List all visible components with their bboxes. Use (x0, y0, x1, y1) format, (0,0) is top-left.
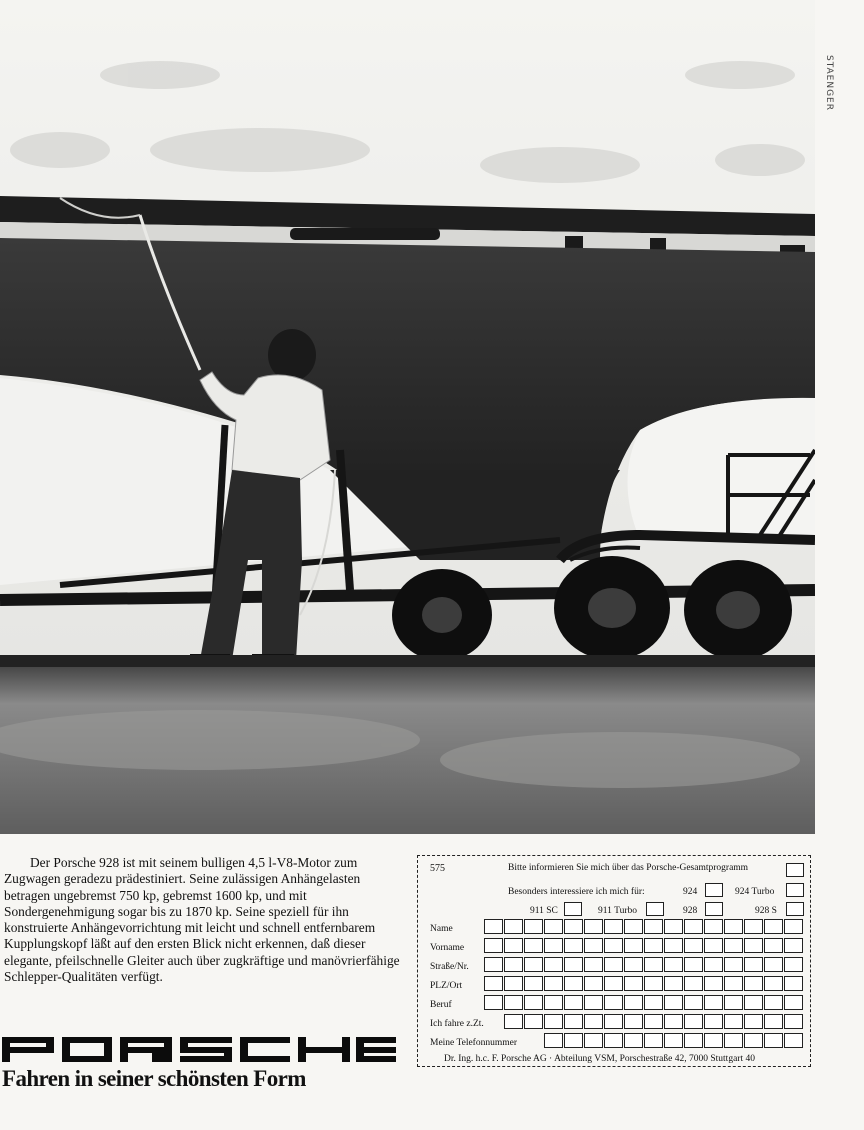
field-label-plz-ort: PLZ/Ort (430, 981, 463, 991)
letter-cell[interactable] (564, 919, 583, 934)
letter-cell[interactable] (724, 1014, 743, 1029)
letter-cell[interactable] (504, 957, 523, 972)
letter-cell[interactable] (664, 938, 683, 953)
letter-cell[interactable] (684, 957, 703, 972)
letter-cell[interactable] (604, 938, 623, 953)
letter-cell[interactable] (784, 995, 803, 1010)
ad-body-text: Der Porsche 928 ist mit seinem bulligen 4,5 l-V8-Motor zum Zugwagen geradezu prädestiniert. Seine zulässigen Anhängelasten betragen ungebremst 750 kp, gebremst 1600 kp, und mit Sondergenehmigung sogar bis zu 1870 kp. Seine speziell für ihn konstruierte Anhängevorrichtung mit leicht und schnell entfernbarem Kupplungskopf läßt auf den ersten Blick nicht erkennen, daß dieser elegante, pfeilschnelle Gleiter auch über zugkräftige und manövrierfähige Schlepper-Qualitäten verfügt. (4, 855, 400, 985)
letter-cell[interactable] (584, 976, 603, 991)
letter-cell[interactable] (624, 1033, 643, 1048)
letter-cell[interactable] (484, 995, 503, 1010)
letter-cell[interactable] (784, 938, 803, 953)
checkbox-928[interactable] (705, 902, 723, 916)
letter-cell[interactable] (544, 995, 563, 1010)
letter-cell[interactable] (644, 938, 663, 953)
field-input-vorname[interactable] (484, 938, 804, 953)
letter-cell[interactable] (524, 976, 543, 991)
checkbox-928-s[interactable] (786, 902, 804, 916)
letter-cell[interactable] (624, 995, 643, 1010)
letter-cell[interactable] (744, 995, 763, 1010)
letter-cell[interactable] (604, 957, 623, 972)
letter-cell[interactable] (564, 938, 583, 953)
letter-cell[interactable] (484, 957, 503, 972)
letter-cell[interactable] (684, 919, 703, 934)
letter-cell[interactable] (664, 976, 683, 991)
letter-cell[interactable] (724, 957, 743, 972)
letter-cell[interactable] (504, 938, 523, 953)
letter-cell[interactable] (644, 957, 663, 972)
letter-cell[interactable] (724, 919, 743, 934)
letter-cell[interactable] (764, 938, 783, 953)
letter-cell[interactable] (624, 957, 643, 972)
field-input-beruf[interactable] (484, 995, 804, 1010)
letter-cell[interactable] (684, 976, 703, 991)
letter-cell[interactable] (744, 976, 763, 991)
letter-cell[interactable] (704, 1033, 723, 1048)
coupon-code: 575 (430, 863, 445, 874)
letter-cell[interactable] (664, 995, 683, 1010)
interest-label: Besonders interessiere ich mich für: (508, 887, 645, 897)
checkbox-924[interactable] (705, 883, 723, 897)
field-label-vorname: Vorname (430, 943, 465, 953)
letter-cell[interactable] (504, 976, 523, 991)
info-request-coupon (417, 855, 811, 1067)
letter-cell[interactable] (524, 957, 543, 972)
letter-cell[interactable] (644, 1033, 663, 1048)
letter-cell[interactable] (744, 957, 763, 972)
photo-credit: STAENGER (824, 55, 834, 112)
porsche-logo-wordmark (2, 1034, 396, 1064)
letter-cell[interactable] (704, 995, 723, 1010)
model-label-911-turbo: 911 Turbo (598, 906, 637, 916)
letter-cell[interactable] (484, 976, 503, 991)
letter-cell[interactable] (504, 995, 523, 1010)
field-label-beruf: Beruf (430, 1000, 452, 1010)
letter-cell[interactable] (584, 938, 603, 953)
checkbox-924-turbo[interactable] (786, 883, 804, 897)
field-label-name: Name (430, 924, 453, 934)
letter-cell[interactable] (784, 957, 803, 972)
model-label-911-sc: 911 SC (530, 906, 558, 916)
letter-cell[interactable] (524, 1014, 543, 1029)
letter-cell[interactable] (544, 919, 563, 934)
field-label-strasse: Straße/Nr. (430, 962, 469, 972)
letter-cell[interactable] (704, 919, 723, 934)
letter-cell[interactable] (704, 1014, 723, 1029)
letter-cell[interactable] (764, 1014, 783, 1029)
letter-cell[interactable] (664, 1014, 683, 1029)
letter-cell[interactable] (604, 919, 623, 934)
letter-cell[interactable] (584, 1033, 603, 1048)
letter-cell[interactable] (784, 1033, 803, 1048)
letter-cell[interactable] (684, 1014, 703, 1029)
letter-cell[interactable] (544, 938, 563, 953)
letter-cell[interactable] (684, 1033, 703, 1048)
porsche-logo (2, 1034, 396, 1064)
letter-cell[interactable] (604, 976, 623, 991)
letter-cell[interactable] (624, 938, 643, 953)
letter-cell[interactable] (564, 1014, 583, 1029)
letter-cell[interactable] (784, 919, 803, 934)
letter-cell[interactable] (744, 938, 763, 953)
letter-cell[interactable] (784, 1014, 803, 1029)
letter-cell[interactable] (524, 995, 543, 1010)
field-input-plz-ort[interactable] (484, 976, 804, 991)
letter-cell[interactable] (724, 1033, 743, 1048)
letter-cell[interactable] (644, 919, 663, 934)
letter-cell[interactable] (784, 976, 803, 991)
letter-cell[interactable] (564, 976, 583, 991)
letter-cell[interactable] (684, 995, 703, 1010)
letter-cell[interactable] (744, 919, 763, 934)
letter-cell[interactable] (664, 919, 683, 934)
letter-cell[interactable] (544, 1014, 563, 1029)
letter-cell[interactable] (764, 919, 783, 934)
letter-cell[interactable] (624, 919, 643, 934)
letter-cell[interactable] (764, 957, 783, 972)
letter-cell[interactable] (584, 1014, 603, 1029)
letter-cell[interactable] (544, 957, 563, 972)
checkbox-911-turbo[interactable] (646, 902, 664, 916)
letter-cell[interactable] (504, 1014, 523, 1029)
letter-cell[interactable] (704, 976, 723, 991)
letter-cell[interactable] (644, 976, 663, 991)
model-label-928: 928 (683, 906, 698, 916)
letter-cell[interactable] (564, 1033, 583, 1048)
letter-cell[interactable] (644, 995, 663, 1010)
model-label-928-s: 928 S (755, 906, 777, 916)
letter-cell[interactable] (744, 1014, 763, 1029)
company-address: Dr. Ing. h.c. F. Porsche AG · Abteilung VSM, Porschestraße 42, 7000 Stuttgart 40 (444, 1054, 755, 1064)
letter-cell[interactable] (684, 938, 703, 953)
letter-cell[interactable] (624, 976, 643, 991)
letter-cell[interactable] (484, 919, 503, 934)
letter-cell[interactable] (604, 995, 623, 1010)
letter-cell[interactable] (644, 1014, 663, 1029)
letter-cell[interactable] (724, 995, 743, 1010)
letter-cell[interactable] (524, 919, 543, 934)
letter-cell[interactable] (544, 976, 563, 991)
letter-cell[interactable] (664, 957, 683, 972)
info-request-label: Bitte informieren Sie mich über das Porsche-Gesamtprogramm (508, 863, 749, 873)
letter-cell[interactable] (624, 1014, 643, 1029)
field-label-current-car: Ich fahre z.Zt. (430, 1019, 484, 1029)
tagline: Fahren in seiner schönsten Form (2, 1066, 306, 1091)
letter-cell[interactable] (764, 976, 783, 991)
field-input-phone[interactable] (544, 1033, 804, 1048)
letter-cell[interactable] (584, 919, 603, 934)
letter-cell[interactable] (604, 1033, 623, 1048)
letter-cell[interactable] (524, 938, 543, 953)
letter-cell[interactable] (704, 957, 723, 972)
model-label-924: 924 (683, 887, 698, 897)
letter-cell[interactable] (664, 1033, 683, 1048)
letter-cell[interactable] (544, 1033, 563, 1048)
letter-cell[interactable] (724, 976, 743, 991)
field-input-current-car[interactable] (504, 1014, 804, 1029)
model-label-924-turbo: 924 Turbo (735, 887, 775, 897)
letter-cell[interactable] (504, 919, 523, 934)
field-input-strasse[interactable] (484, 957, 804, 972)
letter-cell[interactable] (764, 1033, 783, 1048)
letter-cell[interactable] (764, 995, 783, 1010)
letter-cell[interactable] (484, 938, 503, 953)
letter-cell[interactable] (704, 938, 723, 953)
info-request-checkbox[interactable] (786, 863, 804, 877)
letter-cell[interactable] (584, 957, 603, 972)
letter-cell[interactable] (604, 1014, 623, 1029)
field-input-name[interactable] (484, 919, 804, 934)
letter-cell[interactable] (564, 995, 583, 1010)
letter-cell[interactable] (744, 1033, 763, 1048)
letter-cell[interactable] (564, 957, 583, 972)
field-label-phone: Meine Telefonnummer (430, 1038, 518, 1048)
letter-cell[interactable] (584, 995, 603, 1010)
checkbox-911-sc[interactable] (564, 902, 582, 916)
letter-cell[interactable] (724, 938, 743, 953)
